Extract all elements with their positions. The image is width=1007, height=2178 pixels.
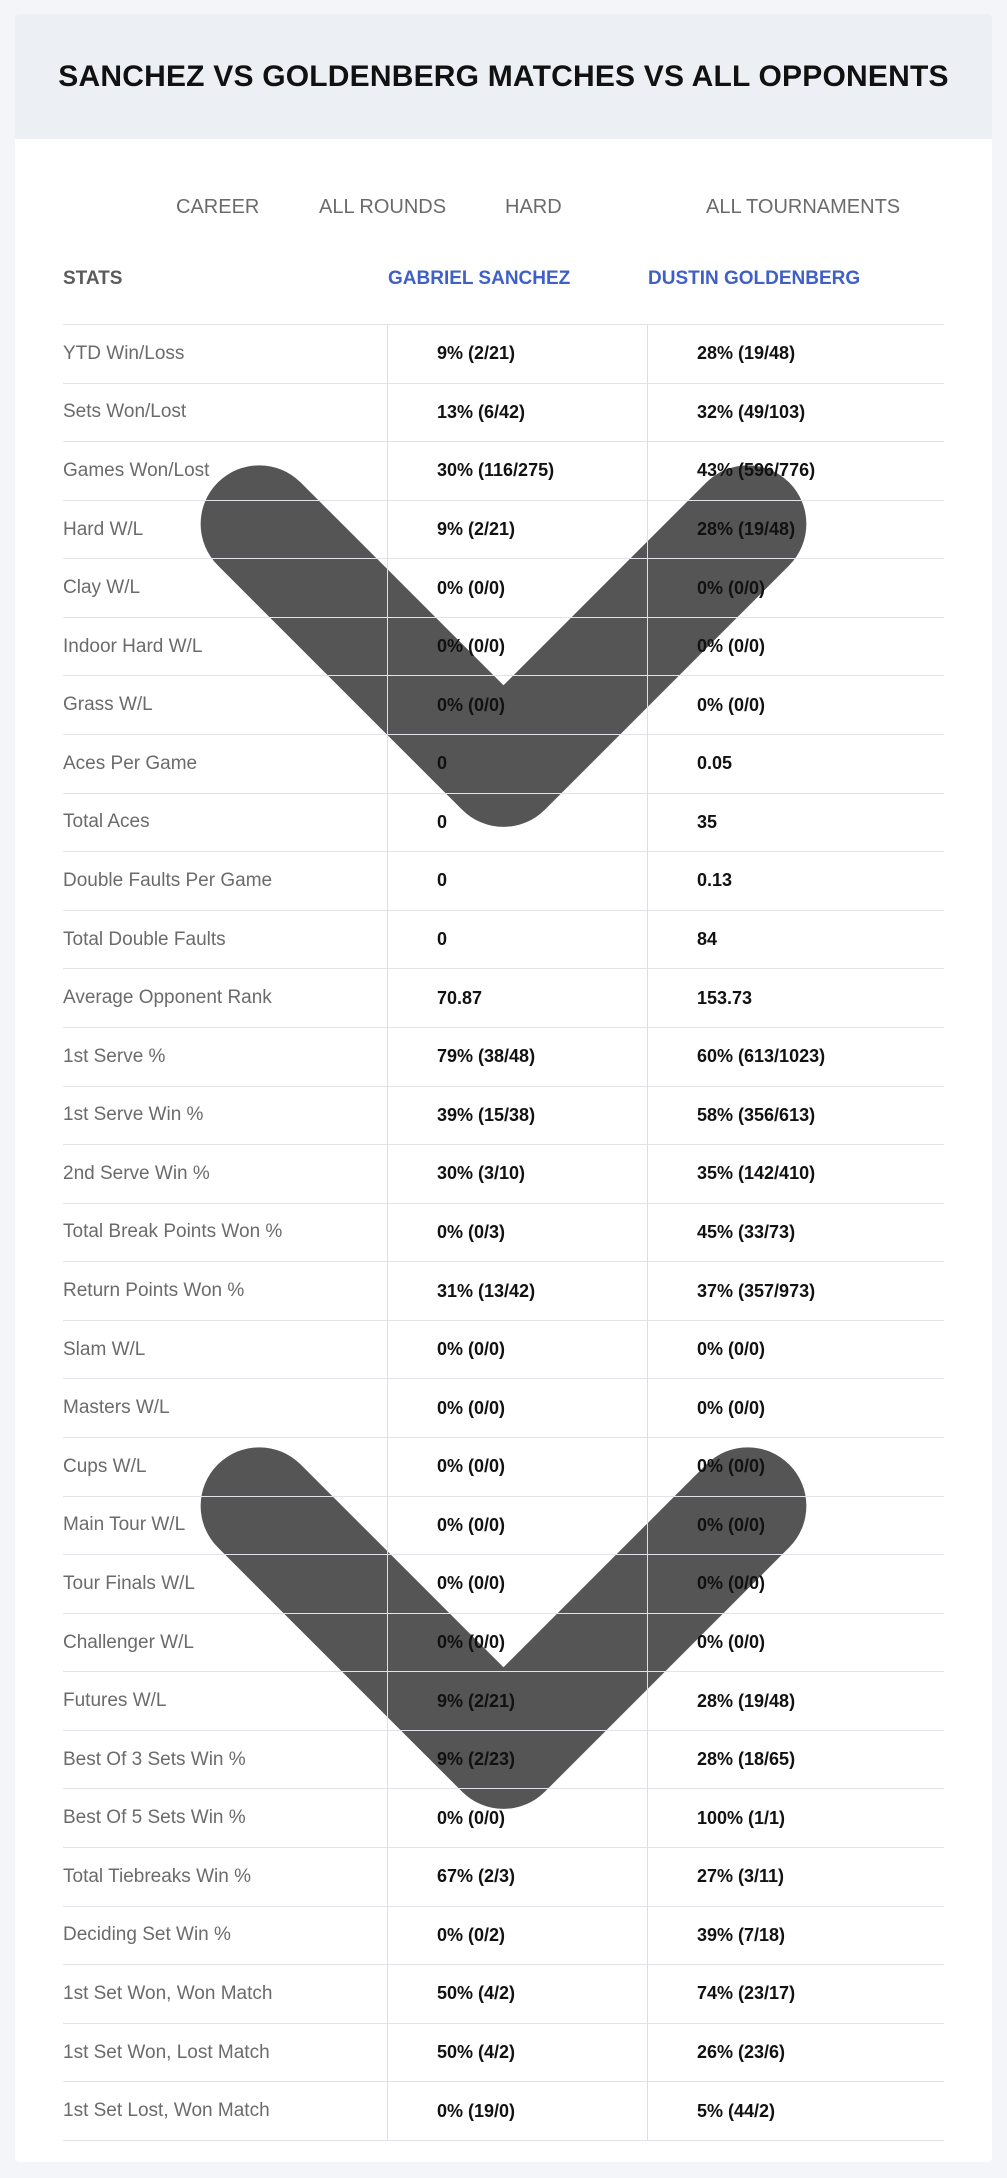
table-row (63, 1848, 944, 1907)
player2-value: 100% (1/1) (697, 1807, 786, 1828)
table-row (63, 1438, 944, 1497)
table-row (63, 852, 944, 911)
row-label: Hard W/L (63, 518, 144, 540)
player1-value: 0% (0/0) (437, 636, 506, 657)
player1-value: 0% (0/0) (437, 1573, 506, 1594)
table-row (63, 1087, 944, 1146)
column-divider (387, 325, 388, 2141)
player1-value: 39% (15/38) (437, 1104, 536, 1125)
player2-value: 28% (19/48) (697, 343, 796, 364)
player1-value: 50% (4/2) (437, 2042, 516, 2063)
row-label: YTD Win/Loss (63, 342, 185, 364)
period-select[interactable] (176, 182, 259, 232)
player1-value: 0% (0/0) (437, 1807, 506, 1828)
table-row (63, 442, 944, 501)
player2-value: 0% (0/0) (697, 1397, 766, 1418)
player2-value: 0% (0/0) (697, 577, 766, 598)
row-label: 1st Serve % (63, 1045, 166, 1067)
round-select[interactable] (319, 182, 446, 232)
player2-value: 153.73 (697, 987, 753, 1008)
surface-select[interactable] (505, 182, 562, 232)
player1-value: 30% (116/275) (437, 460, 555, 481)
row-label: Total Aces (63, 811, 150, 833)
row-label: Grass W/L (63, 694, 153, 716)
row-label: Return Points Won % (63, 1280, 245, 1302)
player2-value: 37% (357/973) (697, 1280, 816, 1301)
player2-value: 35% (142/410) (697, 1163, 816, 1184)
player2-value: 45% (33/73) (697, 1221, 796, 1242)
row-label: Total Double Faults (63, 928, 226, 950)
column-divider (647, 325, 648, 2141)
player2-value: 58% (356/613) (697, 1104, 816, 1125)
player1-value: 0% (0/3) (437, 1221, 506, 1242)
table-row (63, 1262, 944, 1321)
player1-value: 13% (6/42) (437, 401, 526, 422)
player2-value: 27% (3/11) (697, 1866, 785, 1887)
player1-value: 0% (0/0) (437, 1514, 506, 1535)
row-label: 1st Set Won, Lost Match (63, 2041, 270, 2063)
player2-value: 0% (0/0) (697, 636, 766, 657)
row-label: 1st Set Won, Won Match (63, 1982, 273, 2004)
player1-value: 30% (3/10) (437, 1163, 526, 1184)
player1-value: 9% (2/21) (437, 519, 516, 540)
row-label: 2nd Serve Win % (63, 1162, 210, 1184)
page-header (15, 14, 992, 139)
table-row (63, 501, 944, 560)
row-label: Tour Finals W/L (63, 1572, 195, 1594)
player1-value: 0% (0/0) (437, 1632, 506, 1652)
player1-value: 0% (0/0) (437, 1397, 506, 1418)
player1-value: 79% (38/48) (437, 1046, 536, 1067)
player2-value: 28% (18/65) (697, 1749, 796, 1770)
player1-value: 0% (0/0) (437, 1339, 506, 1360)
table-row (63, 1497, 944, 1556)
player2-value: 0% (0/0) (697, 694, 766, 715)
player1-value: 0% (0/0) (437, 1456, 506, 1477)
player1-value: 9% (2/21) (437, 343, 516, 364)
table-row (63, 794, 944, 853)
player1-value: 9% (2/21) (437, 1690, 516, 1711)
table-row (63, 618, 944, 677)
player2-value: 60% (613/1023) (697, 1046, 826, 1067)
row-label: Challenger W/L (63, 1631, 194, 1653)
round-select-value: ALL ROUNDS (319, 195, 447, 218)
row-label: Sets Won/Lost (63, 401, 187, 423)
player1-value: 0% (0/2) (437, 1924, 506, 1945)
table-row (63, 1614, 944, 1673)
table-row (63, 1731, 944, 1790)
tournament-select[interactable] (706, 182, 900, 232)
row-label: Indoor Hard W/L (63, 635, 203, 657)
player1-value: 0 (437, 753, 448, 774)
table-row (63, 1555, 944, 1614)
player1-value: 0% (19/0) (437, 2100, 516, 2121)
table-row (63, 1907, 944, 1966)
table-row (63, 969, 944, 1028)
table-row (63, 325, 944, 384)
row-label: Games Won/Lost (63, 459, 210, 481)
player2-value: 0% (0/0) (697, 1456, 766, 1477)
player1-value: 0 (437, 929, 448, 950)
player1-value: 0 (437, 811, 448, 832)
row-label: Best Of 5 Sets Win % (63, 1807, 246, 1829)
player1-value: 31% (13/42) (437, 1280, 536, 1301)
table-row (63, 911, 944, 970)
tournament-select-value: ALL TOURNAMENTS (706, 195, 901, 218)
player2-value: 0.05 (697, 753, 733, 774)
table-row (63, 2082, 944, 2141)
row-label: 1st Set Lost, Won Match (63, 2100, 270, 2122)
row-label: Slam W/L (63, 1338, 146, 1360)
table-row (63, 1672, 944, 1731)
player1-value: 0% (0/0) (437, 577, 506, 598)
row-label: Main Tour W/L (63, 1514, 186, 1536)
player2-value: 74% (23/17) (697, 1983, 796, 2004)
player2-value: 0% (0/0) (697, 1573, 766, 1594)
player1-value: 9% (2/23) (437, 1749, 516, 1770)
table-row (63, 1028, 944, 1087)
player1-link[interactable]: GABRIEL SANCHEZ (388, 268, 571, 289)
table-row (63, 1145, 944, 1204)
player1-value: 50% (4/2) (437, 1983, 516, 2004)
table-row (63, 1379, 944, 1438)
player2-value: 43% (596/776) (697, 460, 816, 481)
row-label: Total Tiebreaks Win % (63, 1865, 251, 1887)
player1-value: 0% (0/0) (437, 694, 506, 715)
stats-table (63, 244, 944, 2141)
surface-select-value: HARD (505, 195, 562, 218)
player2-value: 28% (19/48) (697, 1690, 796, 1711)
player2-value: 5% (44/2) (697, 2100, 776, 2121)
player1-value: 70.87 (437, 987, 483, 1008)
row-label: Cups W/L (63, 1455, 147, 1477)
player2-value: 32% (49/103) (697, 401, 806, 422)
chevron-down-icon[interactable] (15, 2146, 992, 2162)
row-label: Double Faults Per Game (63, 869, 273, 891)
row-label: Average Opponent Rank (63, 987, 272, 1009)
filter-bar (15, 182, 992, 232)
row-label: Aces Per Game (63, 752, 198, 774)
row-label: Best Of 3 Sets Win % (63, 1748, 246, 1770)
row-label: Masters W/L (63, 1397, 170, 1419)
row-label: Clay W/L (63, 577, 141, 599)
player2-value: 39% (7/18) (697, 1924, 786, 1945)
table-row (63, 1965, 944, 2024)
player1-value: 0 (437, 870, 448, 891)
page-title: SANCHEZ VS GOLDENBERG MATCHES VS ALL OPPONENTS (58, 59, 949, 93)
stats-column-header: STATS (63, 268, 123, 289)
table-header (63, 244, 944, 325)
row-label: Futures W/L (63, 1690, 167, 1712)
period-select-value: CAREER (176, 195, 260, 218)
stats-card (15, 14, 992, 2162)
table-row (63, 384, 944, 443)
player2-value: 0.13 (697, 870, 733, 891)
table-row (63, 1789, 944, 1848)
table-body (63, 325, 944, 2141)
row-label: Total Break Points Won % (63, 1221, 283, 1243)
row-label: 1st Serve Win % (63, 1104, 204, 1126)
table-row (63, 559, 944, 618)
table-row (63, 676, 944, 735)
player2-value: 35 (697, 811, 718, 832)
table-row (63, 1204, 944, 1263)
player1-value: 67% (2/3) (437, 1866, 516, 1887)
row-label: Deciding Set Win % (63, 1924, 231, 1946)
table-row (63, 2024, 944, 2083)
player2-value: 0% (0/0) (697, 1339, 766, 1360)
player2-value: 26% (23/6) (697, 2042, 786, 2063)
table-row (63, 735, 944, 794)
player2-value: 28% (19/48) (697, 519, 796, 540)
player2-value: 0% (0/0) (697, 1632, 766, 1652)
player2-link[interactable]: DUSTIN GOLDENBERG (648, 268, 861, 289)
table-row (63, 1321, 944, 1380)
player2-value: 0% (0/0) (697, 1514, 766, 1535)
player2-value: 84 (697, 929, 718, 950)
